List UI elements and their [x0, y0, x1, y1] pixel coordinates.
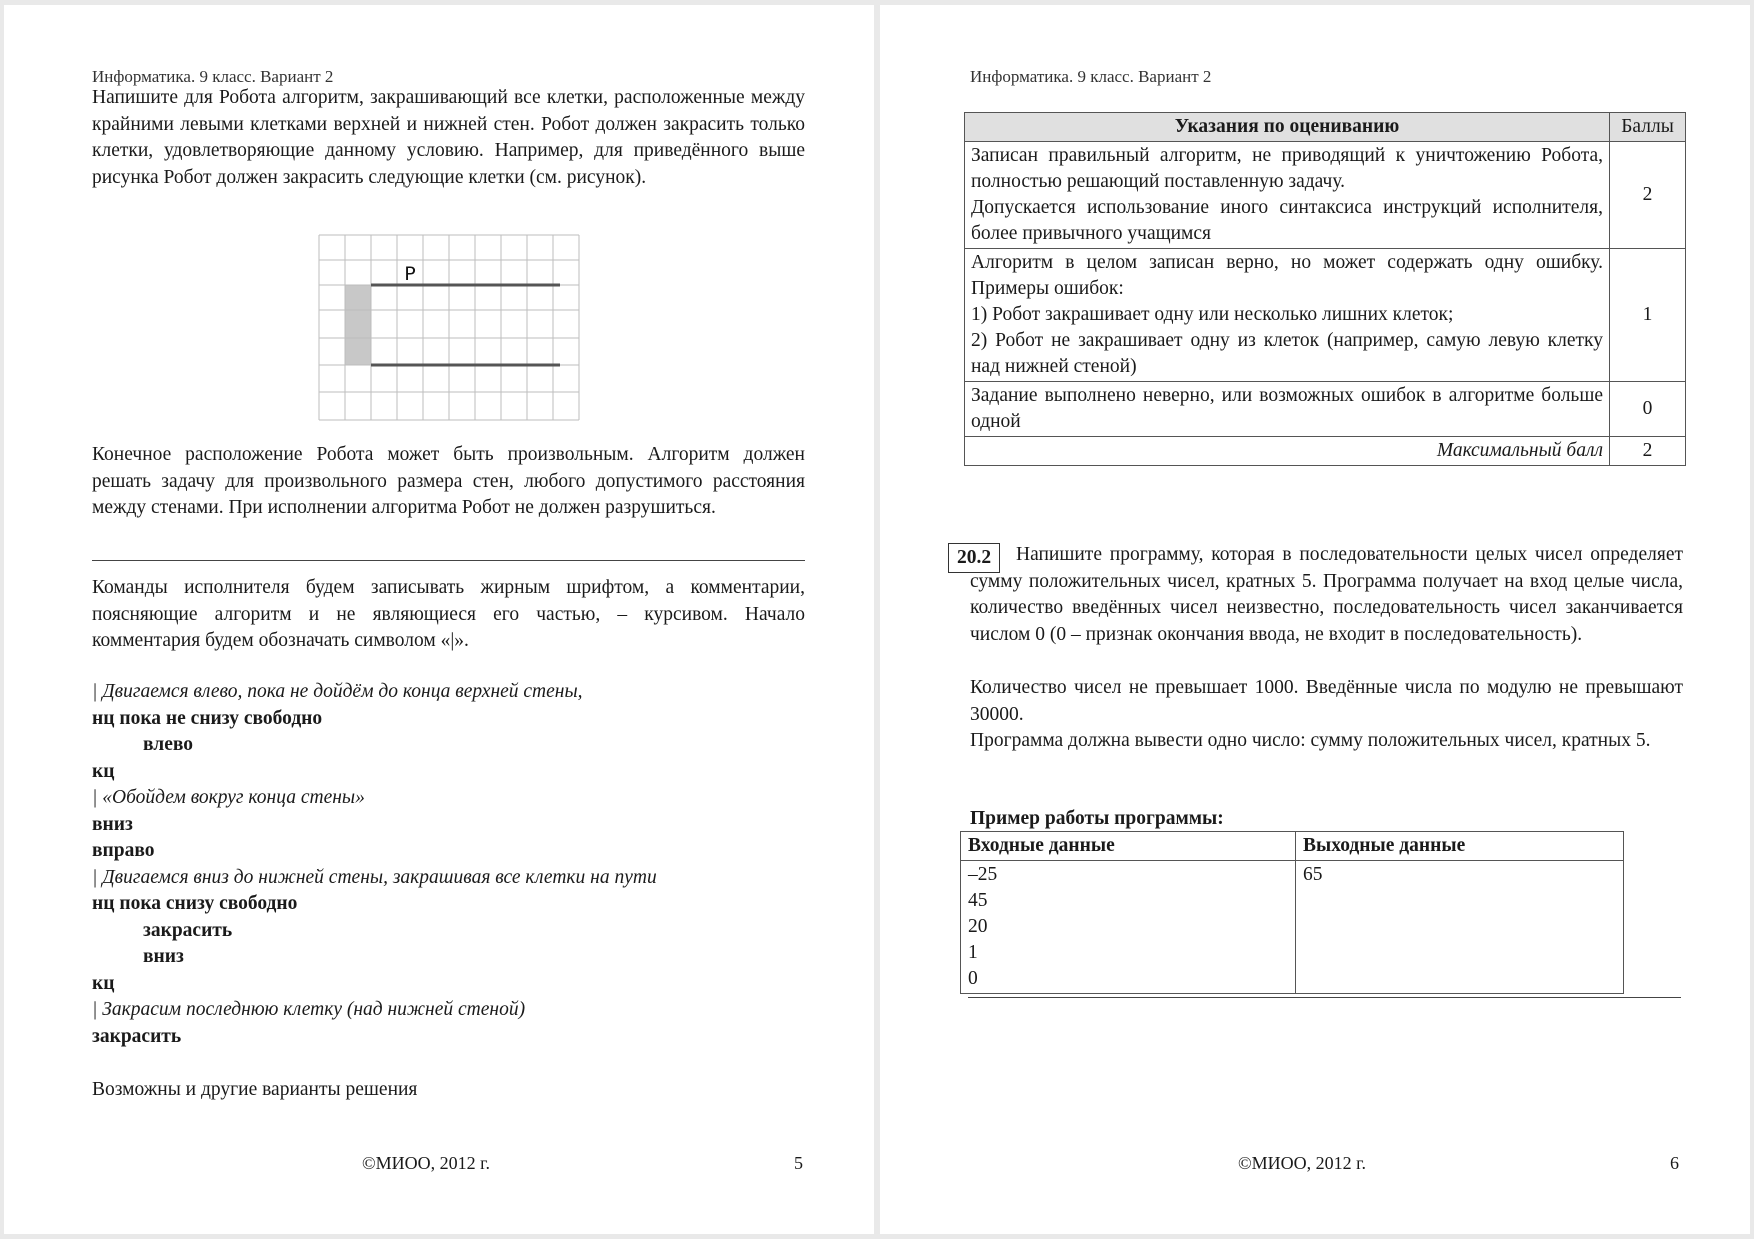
criteria-line: Записан правильный алгоритм, не приводящий к уничтожению Робота, полностью решающий поставленную задачу.	[971, 145, 1603, 192]
table-header-points: Баллы	[1610, 113, 1686, 142]
output-data-cell: 65	[1296, 861, 1624, 994]
page-header: Информатика. 9 класс. Вариант 2	[92, 67, 334, 86]
divider	[968, 997, 1681, 998]
points-cell: 0	[1610, 382, 1686, 437]
code-command: влево	[143, 734, 194, 755]
example-header-row	[961, 832, 1624, 861]
table-row	[965, 382, 1686, 437]
code-command: нц пока снизу свободно	[92, 893, 298, 914]
page-right	[880, 5, 1750, 1234]
code-command: закрасить	[143, 919, 233, 941]
task-number-box: 20.2	[948, 543, 1000, 573]
closing-note: Возможны и другие варианты решения	[92, 1079, 418, 1100]
criteria-line: Алгоритм в целом записан верно, но может содержать одну ошибку. Примеры ошибок:	[971, 252, 1603, 299]
painted-cells	[345, 285, 371, 365]
algorithm-code	[92, 679, 657, 1050]
code-comment: | Закрасим последнюю клетку (над нижней стеной)	[92, 999, 526, 1020]
code-command: кц	[92, 760, 115, 782]
max-score-value: 2	[1610, 437, 1686, 466]
example-title: Пример работы программы:	[970, 808, 1224, 829]
footer-copyright: ©МИОО, 2012 г.	[362, 1153, 491, 1173]
page-header: Информатика. 9 класс. Вариант 2	[970, 67, 1212, 86]
task-text: Напишите программу, которая в последовательности целых чисел определяет сумму положительных чисел, кратных 5. Программа получает на вход целые числа, количество введённых чисел неизвестно, последовательность чисел заканчивается числом 0 (0 – признак окончания ввода, не входит в последовательность).	[970, 544, 1683, 645]
robot-marker: Р	[404, 263, 416, 285]
code-command: закрасить	[92, 1025, 182, 1047]
criteria-line: Допускается использование иного синтаксиса инструкций исполнителя, более привычного учащимся	[971, 197, 1603, 244]
example-header-input: Входные данные	[961, 832, 1296, 861]
criteria-cell	[965, 249, 1610, 382]
points-cell: 1	[1610, 249, 1686, 382]
page-number: 5	[794, 1153, 803, 1173]
code-command: вправо	[92, 840, 155, 861]
code-command: кц	[92, 972, 115, 994]
points-cell: 2	[1610, 142, 1686, 249]
input-data-cell	[961, 861, 1296, 994]
criteria-line: 1) Робот закрашивает одну или несколько лишних клеток;	[971, 304, 1454, 325]
criteria-cell	[965, 142, 1610, 249]
code-comment: | «Обойдем вокруг конца стены»	[92, 787, 365, 808]
code-command: вниз	[143, 946, 184, 967]
divider	[92, 560, 805, 561]
code-comment: | Двигаемся влево, пока не дойдём до конца верхней стены,	[92, 681, 583, 702]
code-command: нц пока не снизу свободно	[92, 707, 323, 729]
input-value: 1	[968, 942, 978, 963]
grading-table	[964, 112, 1686, 466]
input-value: –25	[968, 864, 998, 885]
example-table	[960, 831, 1624, 994]
input-value: 45	[968, 890, 988, 911]
task-constraints: Количество чисел не превышает 1000. Введённые числа по модулю не превышают 30000.	[970, 677, 1683, 725]
task-output-spec: Программа должна вывести одно число: сумму положительных чисел, кратных 5.	[970, 730, 1651, 751]
page-left	[4, 5, 874, 1234]
code-command: вниз	[92, 813, 133, 835]
max-score-label: Максимальный балл	[965, 437, 1610, 466]
code-comment: | Двигаемся вниз до нижней стены, закрашивая все клетки на пути	[92, 866, 657, 888]
input-value: 0	[968, 968, 978, 989]
footer-copyright: ©МИОО, 2012 г.	[1238, 1153, 1367, 1173]
table-header-row	[965, 113, 1686, 142]
task-intro: Напишите для Робота алгоритм, закрашивающий все клетки, расположенные между крайними левыми клетками верхней и нижней стен. Робот должен закрасить только клетки, удовлетворяющие данному условию. Например, для приведённого выше рисунка Робот должен закрасить следующие клетки (см. рисунок).	[92, 87, 805, 188]
criteria-line: Задание выполнено неверно, или возможных ошибок в алгоритме больше одной	[971, 385, 1603, 432]
table-header-criteria: Указания по оцениванию	[965, 113, 1610, 142]
page-number: 6	[1670, 1153, 1679, 1173]
task-conditions: Конечное расположение Робота может быть произвольным. Алгоритм должен решать задачу для произвольного размера стен, любого допустимого расстояния между стенами. При исполнении алгоритма Робот не должен разрушиться.	[92, 444, 805, 518]
input-value: 20	[968, 916, 988, 937]
criteria-line: 2) Робот не закрашивает одну из клеток (например, самую левую клетку над нижней стеной)	[971, 330, 1603, 377]
robot-grid-figure	[314, 230, 586, 427]
table-row-max	[965, 437, 1686, 466]
example-header-output: Выходные данные	[1296, 832, 1624, 861]
commands-intro: Команды исполнителя будем записывать жирным шрифтом, а комментарии, поясняющие алгоритм и не являющиеся его частью, – курсивом. Начало комментария будем обозначать символом «|».	[92, 577, 805, 651]
example-data-row	[961, 861, 1624, 994]
table-row	[965, 249, 1686, 382]
table-row	[965, 142, 1686, 249]
criteria-cell	[965, 382, 1610, 437]
